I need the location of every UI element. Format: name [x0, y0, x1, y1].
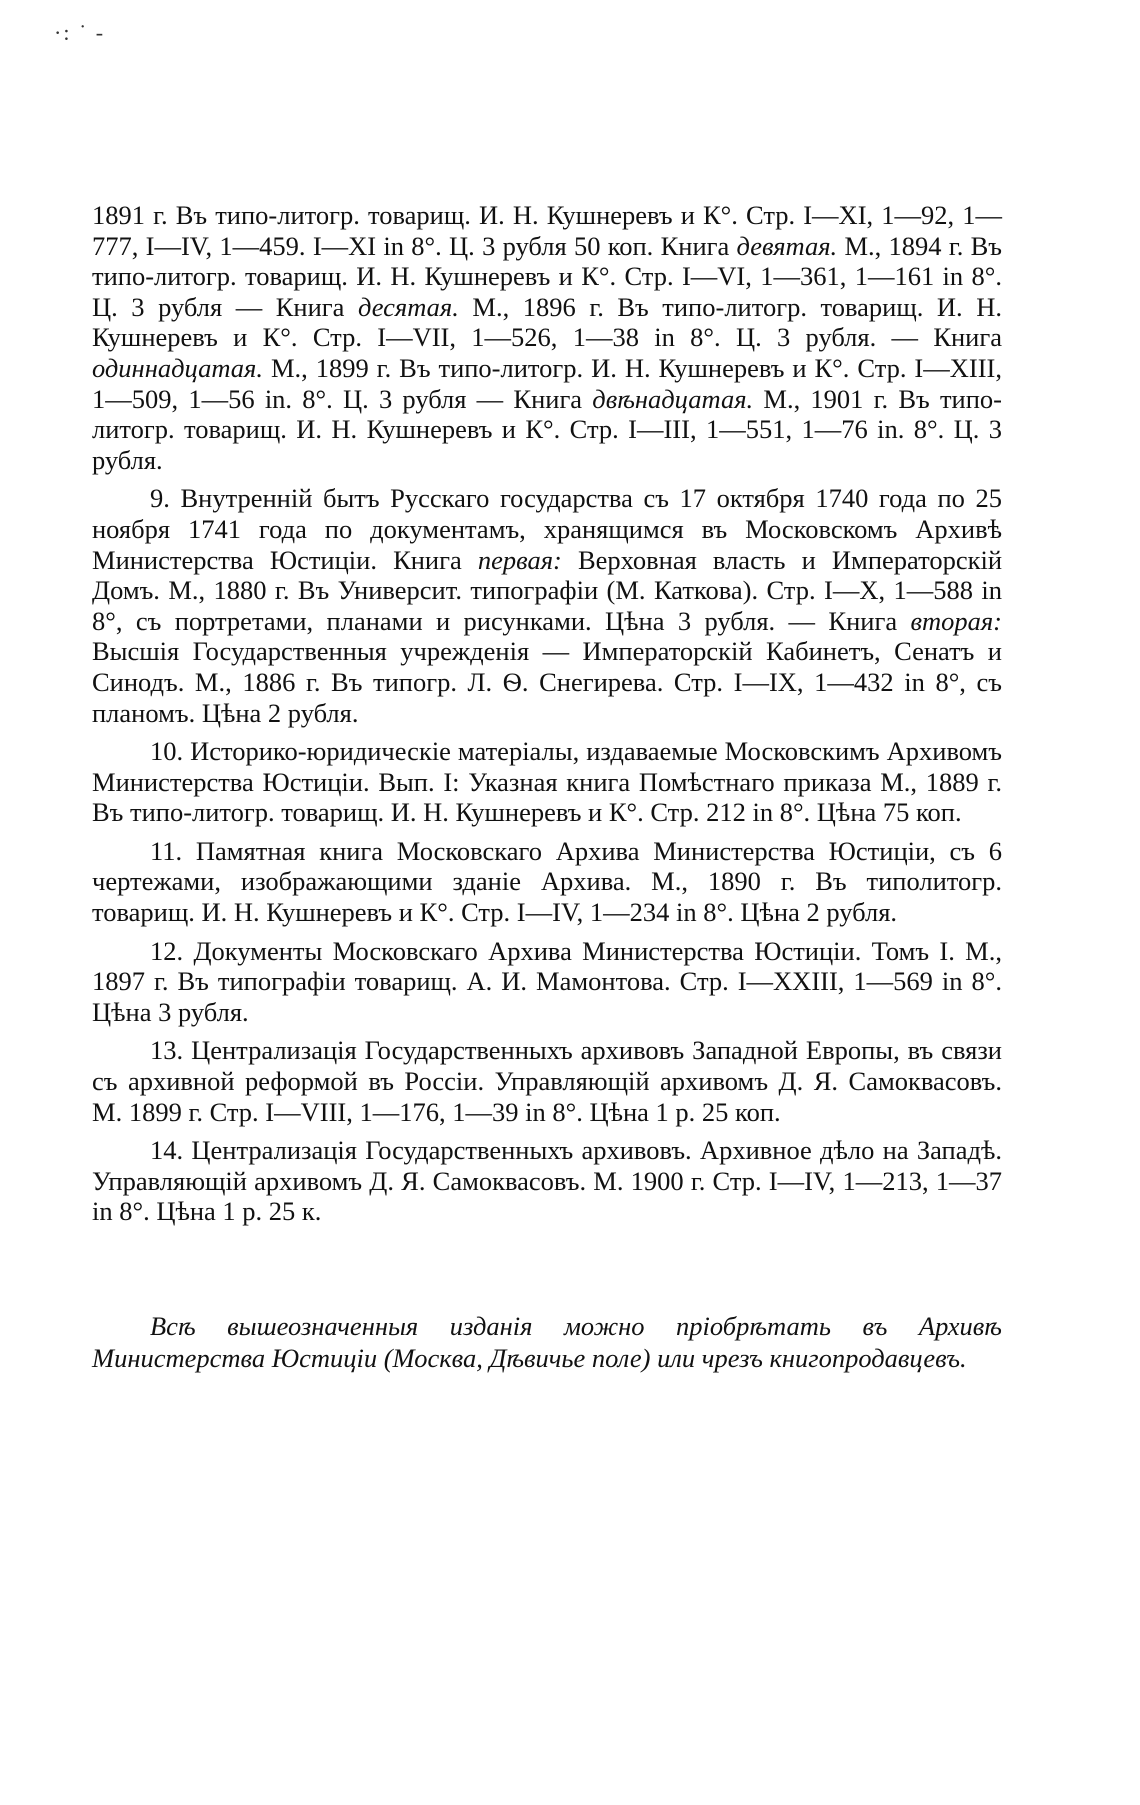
entry-text: М., 1894 г. Въ типо-литогр. товарищ. И. Н. Кушнеревъ и К°. Стр. I—VI, 1—361, 1—161 in 8°. Ц. 3 рубля — Книга — [92, 230, 1002, 322]
entry-text: М., 1899 г. Въ типо-литогр. И. Н. Кушнеревъ и К°. Стр. I—XIII, 1—509, 1—56 in. 8°. Ц. 3 рубля — Книга — [92, 352, 1002, 414]
entry-italic-word: вторая: — [910, 605, 1002, 636]
page-specks: ·: ˙ - — [54, 20, 106, 45]
entry-text: М., 1896 г. Въ типо-литогр. товарищ. И. Н. Кушнеревъ и К°. Стр. I—VII, 1—526, 1—38 in 8°. Ц. 3 рубля. — Книга — [92, 291, 1002, 353]
entry-text: М., 1901 г. Въ типо-литогр. товарищ. И. Н. Кушнеревъ и К°. Стр. I—III, 1—551, 1—76 in. 8°. Ц. 3 рубля. — [92, 383, 1002, 475]
entry-text: 1891 г. Въ типо-литогр. товарищ. И. Н. Кушнеревъ и К°. Стр. I—XI, 1—92, 1—777, I—IV, 1—459. I—XI in 8°. Ц. 3 рубля 50 коп. Книга — [92, 200, 1002, 261]
entry-continuation — [92, 200, 1002, 475]
entry-9 — [92, 483, 1002, 728]
entry-14: 14. Централизація Государственныхъ архивовъ. Архивное дѣло на Западѣ. Управляющій архивомъ Д. Я. Самоквасовъ. М. 1900 г. Стр. I—IV, 1—213, 1—37 in 8°. Цѣна 1 р. 25 к. — [92, 1135, 1002, 1227]
entry-12: 12. Документы Московскаго Архива Министерства Юстиціи. Томъ I. М., 1897 г. Въ типографіи товарищ. А. И. Мамонтова. Стр. I—XXIII, 1—569 in 8°. Цѣна 3 рубля. — [92, 935, 1002, 1027]
entry-11: 11. Памятная книга Московскаго Архива Министерства Юстиціи, съ 6 чертежами, изображающими зданіе Архива. М., 1890 г. Въ типолитогр. товарищ. И. Н. Кушнеревъ и К°. Стр. I—IV, 1—234 in 8°. Цѣна 2 рубля. — [92, 835, 1002, 928]
entry-text: Высшія Государственныя учрежденія — Императорскій Кабинетъ, Сенатъ и Синодъ. М., 1886 г. Въ типогр. Л. Ѳ. Снегирева. Стр. I—IX, 1—432 in 8°, съ планомъ. Цѣна 2 рубля. — [92, 636, 1002, 728]
entry-italic-word: десятая. — [357, 291, 459, 322]
entry-italic-word: первая: — [477, 544, 562, 575]
footer-note: Всѣ вышеозначенныя изданія можно пріобрѣтать въ Архивѣ Министерства Юстиціи (Москва, Дѣвичье поле) или чрезъ книгопродавцевъ. — [92, 1311, 1002, 1373]
entry-13: 13. Централизація Государственныхъ архивовъ Западной Европы, въ связи съ архивной реформой въ Россіи. Управляющій архивомъ Д. Я. Самоквасовъ. М. 1899 г. Стр. I—VIII, 1—176, 1—39 in 8°. Цѣна 1 р. 25 коп. — [92, 1035, 1002, 1127]
entry-italic-word: двѣнадцатая. — [592, 383, 754, 414]
entry-text: 9. Внутренній бытъ Русскаго государства съ 17 октября 1740 года по 25 ноября 1741 года по документамъ, хранящимся въ Московскомъ Архивѣ Министерства Юстиціи. Книга — [92, 483, 1002, 575]
entry-italic-word: девятая. — [736, 230, 838, 261]
catalog-entries — [92, 200, 1002, 1235]
entry-italic-word: одиннадцатая. — [92, 352, 263, 383]
entry-10: 10. Историко-юридическіе матеріалы, издаваемые Московскимъ Архивомъ Министерства Юстиціи. Вып. I: Указная книга Помѣстнаго приказа М., 1889 г. Въ типо-литогр. товарищ. И. Н. Кушнеревъ и К°. Стр. 212 in 8°. Цѣна 75 коп. — [92, 736, 1002, 828]
entry-text: Верховная власть и Императорскій Домъ. М., 1880 г. Въ Университ. типографіи (М. Каткова). Стр. I—X, 1—588 in 8°, съ портретами, планами и рисунками. Цѣна 3 рубля. — Книга — [92, 544, 1003, 636]
